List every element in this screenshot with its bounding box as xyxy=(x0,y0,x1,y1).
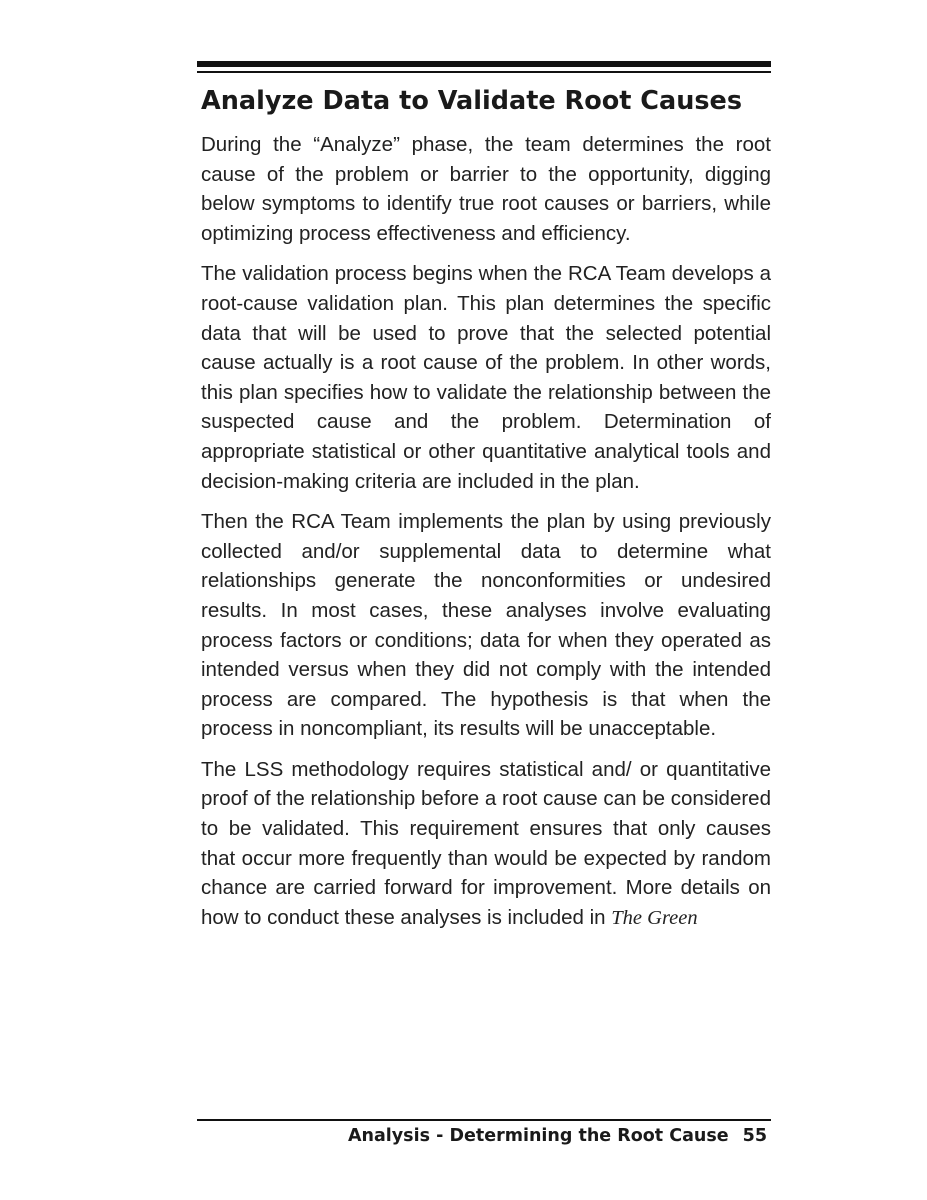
top-rule-thick xyxy=(197,61,771,67)
paragraph-4-text: The LSS methodology requires statistical and/ or quantitative proof of the relationship before a root cause can be considered to be validated. This requirement ensures that only causes that occur more frequently than would be expected by random chance are carried forward for improvement. More details on how to conduct these analyses is included in xyxy=(201,757,771,929)
footer-rule xyxy=(197,1119,771,1121)
book-title-italic: The Green xyxy=(611,906,698,929)
top-rule-thin xyxy=(197,71,771,73)
section-heading: Analyze Data to Validate Root Causes xyxy=(201,86,743,116)
paragraph-4 xyxy=(201,755,771,934)
paragraph-2: The validation process begins when the RCA Team develops a root-cause validation plan. This plan determines the specific data that will be used to prove that the selected potential cause actually is a root cause of the problem. In other words, this plan specifies how to validate the relationship between the suspected cause and the problem. Determination of appropriate statistical or other quantitative analytical tools and decision-making criteria are included in the plan. xyxy=(201,262,771,493)
body-text xyxy=(201,130,771,933)
paragraph-1: During the “Analyze” phase, the team determines the root cause of the problem or barrier to the opportunity, digging below symptoms to identify true root causes or barriers, while optimizing process effectiveness and efficiency. xyxy=(201,133,771,245)
footer-section-title: Analysis - Determining the Root Cause xyxy=(347,1126,729,1146)
page-number: 55 xyxy=(742,1126,767,1146)
paragraph-3: Then the RCA Team implements the plan by using previously collected and/or supplemental data to determine what relationships generate the nonconformities or undesired results. In most cases, these analyses involve evaluating process factors or conditions; data for when they operated as intended versus when they did not comply with the intended process are compared. The hypothesis is that when the process in noncompliant, its results will be unacceptable. xyxy=(201,510,771,741)
running-footer xyxy=(197,1126,767,1146)
